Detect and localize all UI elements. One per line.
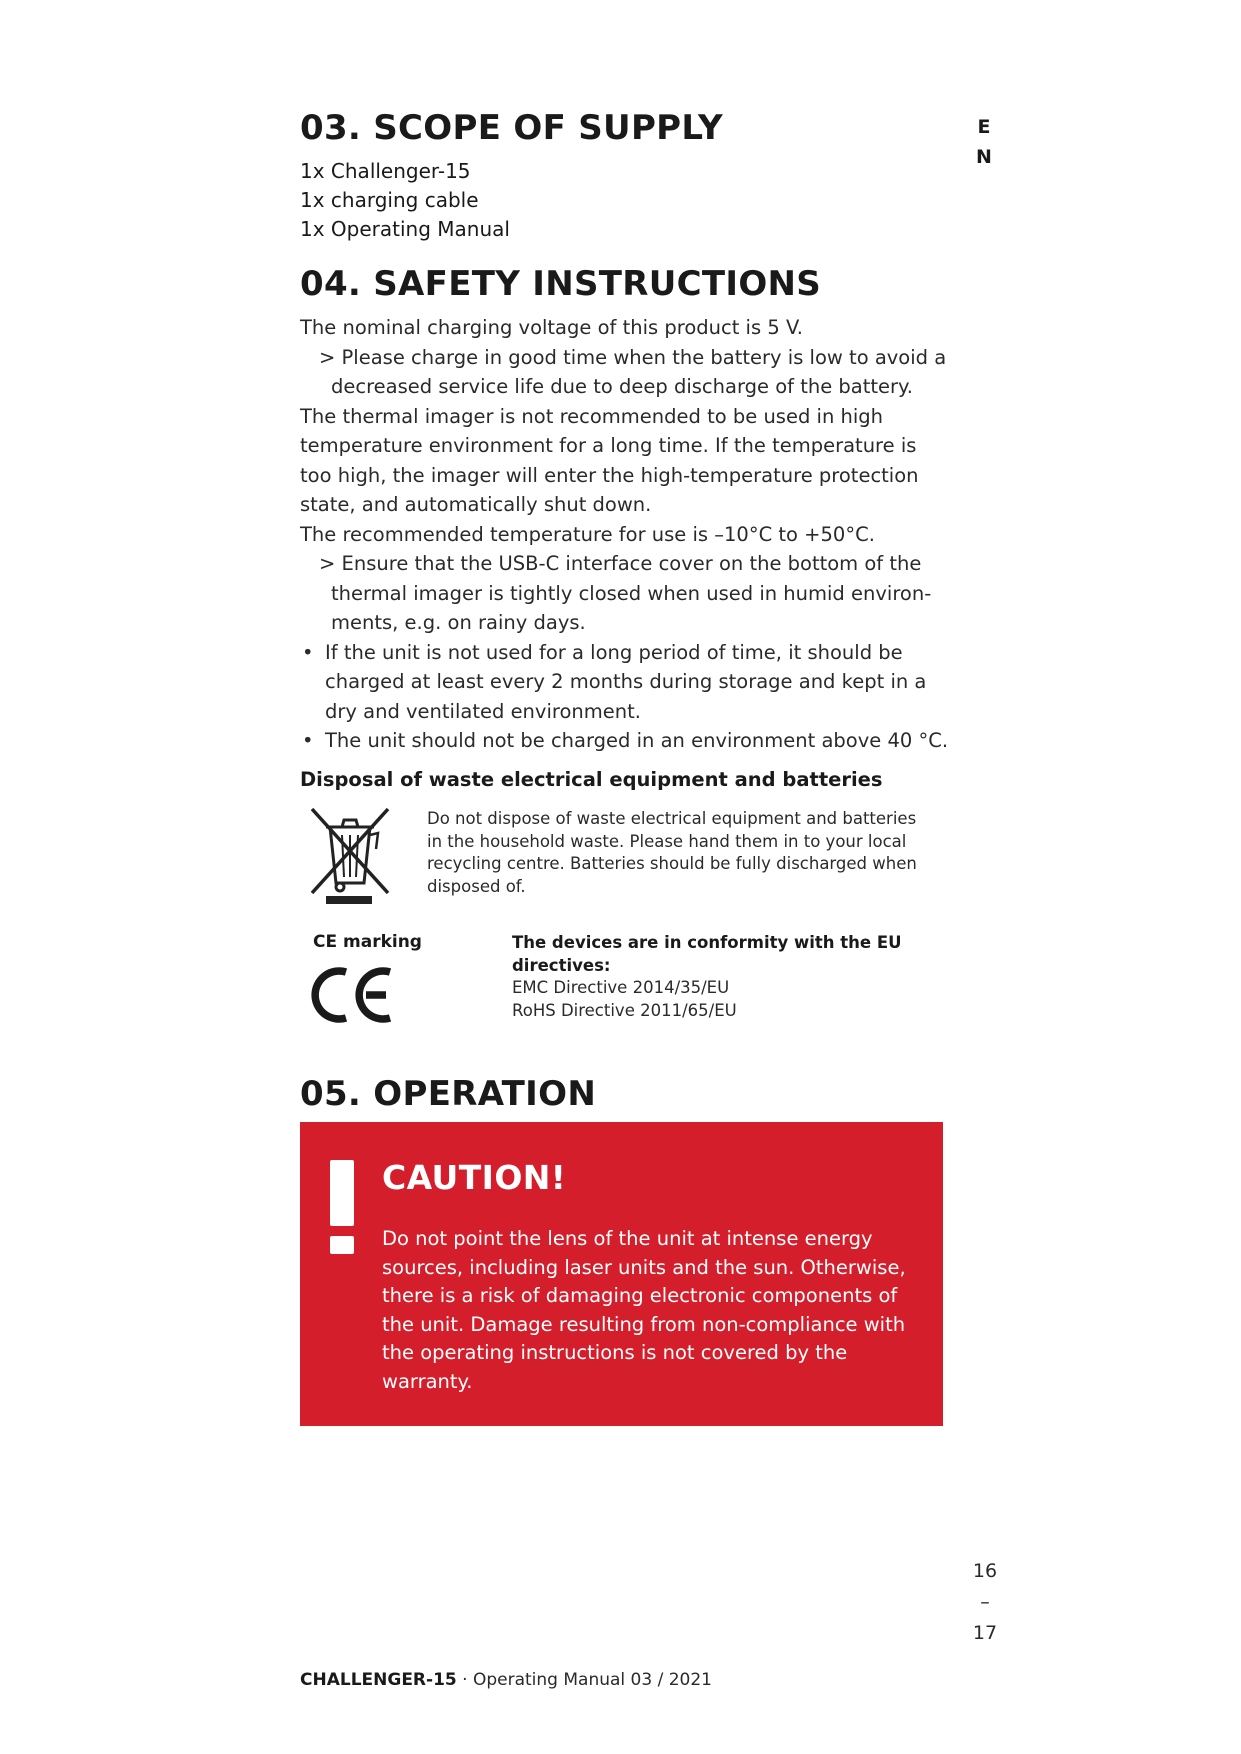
- language-tab: [969, 112, 999, 172]
- disposal-text: Do not dispose of waste electrical equipment and batteries in the household waste. Please hand them in to your local recycling centre. Batteries should be fully discharged when disposed of.: [427, 809, 917, 896]
- bullet-line: The unit should not be charged in an environment above 40 °C.: [325, 729, 949, 752]
- note-line: decreased service life due to deep discharge of the battery.: [331, 375, 913, 398]
- safety-note: [300, 343, 950, 402]
- operation-heading: 05. OPERATION: [300, 1074, 597, 1114]
- ce-conformity: [512, 932, 932, 1022]
- list-item: 1x Challenger-15: [300, 159, 471, 183]
- ce-marking-label: CE marking: [313, 932, 422, 952]
- footer-manual: · Operating Manual 03 / 2021: [456, 1670, 712, 1690]
- note-line: thermal imager is tightly closed when used in humid environ-ments, e.g. on rainy days.: [331, 581, 932, 634]
- scope-list: [300, 157, 510, 244]
- page-number-separator: –: [980, 1591, 990, 1613]
- safety-paragraph: The nominal charging voltage of this product is 5 V.: [300, 316, 803, 339]
- caution-title: CAUTION!: [382, 1158, 567, 1197]
- note-line: > Ensure that the USB-C interface cover on the bottom of the: [319, 552, 922, 575]
- emc-directive: EMC Directive 2014/35/EU: [512, 978, 730, 997]
- footer: [300, 1670, 712, 1690]
- page-numbers: [960, 1556, 1010, 1649]
- safety-paragraph: The recommended temperature for use is –10°C to +50°C.: [300, 522, 875, 546]
- caution-box: [300, 1122, 943, 1426]
- safety-bullet: [300, 726, 950, 756]
- bullet-line: charged at least every 2 months during storage and kept in a dry and ventilated environment.: [325, 670, 927, 723]
- rohs-directive: RoHS Directive 2011/65/EU: [512, 1000, 737, 1020]
- scope-heading: 03. SCOPE OF SUPPLY: [300, 108, 723, 148]
- language-letter: E: [977, 116, 991, 138]
- safety-note: [300, 549, 950, 638]
- ce-logo-icon: [308, 962, 396, 1028]
- disposal-heading: Disposal of waste electrical equipment and batteries: [300, 768, 883, 791]
- bullet-line: If the unit is not used for a long period of time, it should be: [325, 640, 903, 664]
- language-letter: N: [976, 146, 992, 168]
- page-number: 17: [972, 1622, 998, 1644]
- list-item: 1x charging cable: [300, 188, 479, 212]
- conformity-statement: The devices are in conformity with the EU directives:: [512, 933, 902, 975]
- exclamation-icon: [330, 1160, 354, 1254]
- page-number: 16: [972, 1560, 998, 1582]
- note-line: > Please charge in good time when the battery is low to avoid a: [319, 345, 947, 369]
- safety-paragraph: The thermal imager is not recommended to be used in high temperature environment for a long time. If the temperature is too high, the imager will enter the high-temperature protection state, and automatically shut down.: [300, 404, 919, 516]
- footer-product: CHALLENGER-15: [300, 1670, 457, 1690]
- caution-text: Do not point the lens of the unit at intense energy sources, including laser units and the sun. Otherwise, there is a risk of damaging electronic components of the unit. Damage resulting from non-compliance with the operating instructions is not covered by the warranty.: [382, 1227, 906, 1393]
- safety-bullet: [300, 638, 950, 727]
- safety-text: [300, 313, 950, 756]
- list-item: 1x Operating Manual: [300, 217, 510, 241]
- safety-heading: 04. SAFETY INSTRUCTIONS: [300, 264, 822, 304]
- crossed-bin-icon: [306, 805, 394, 905]
